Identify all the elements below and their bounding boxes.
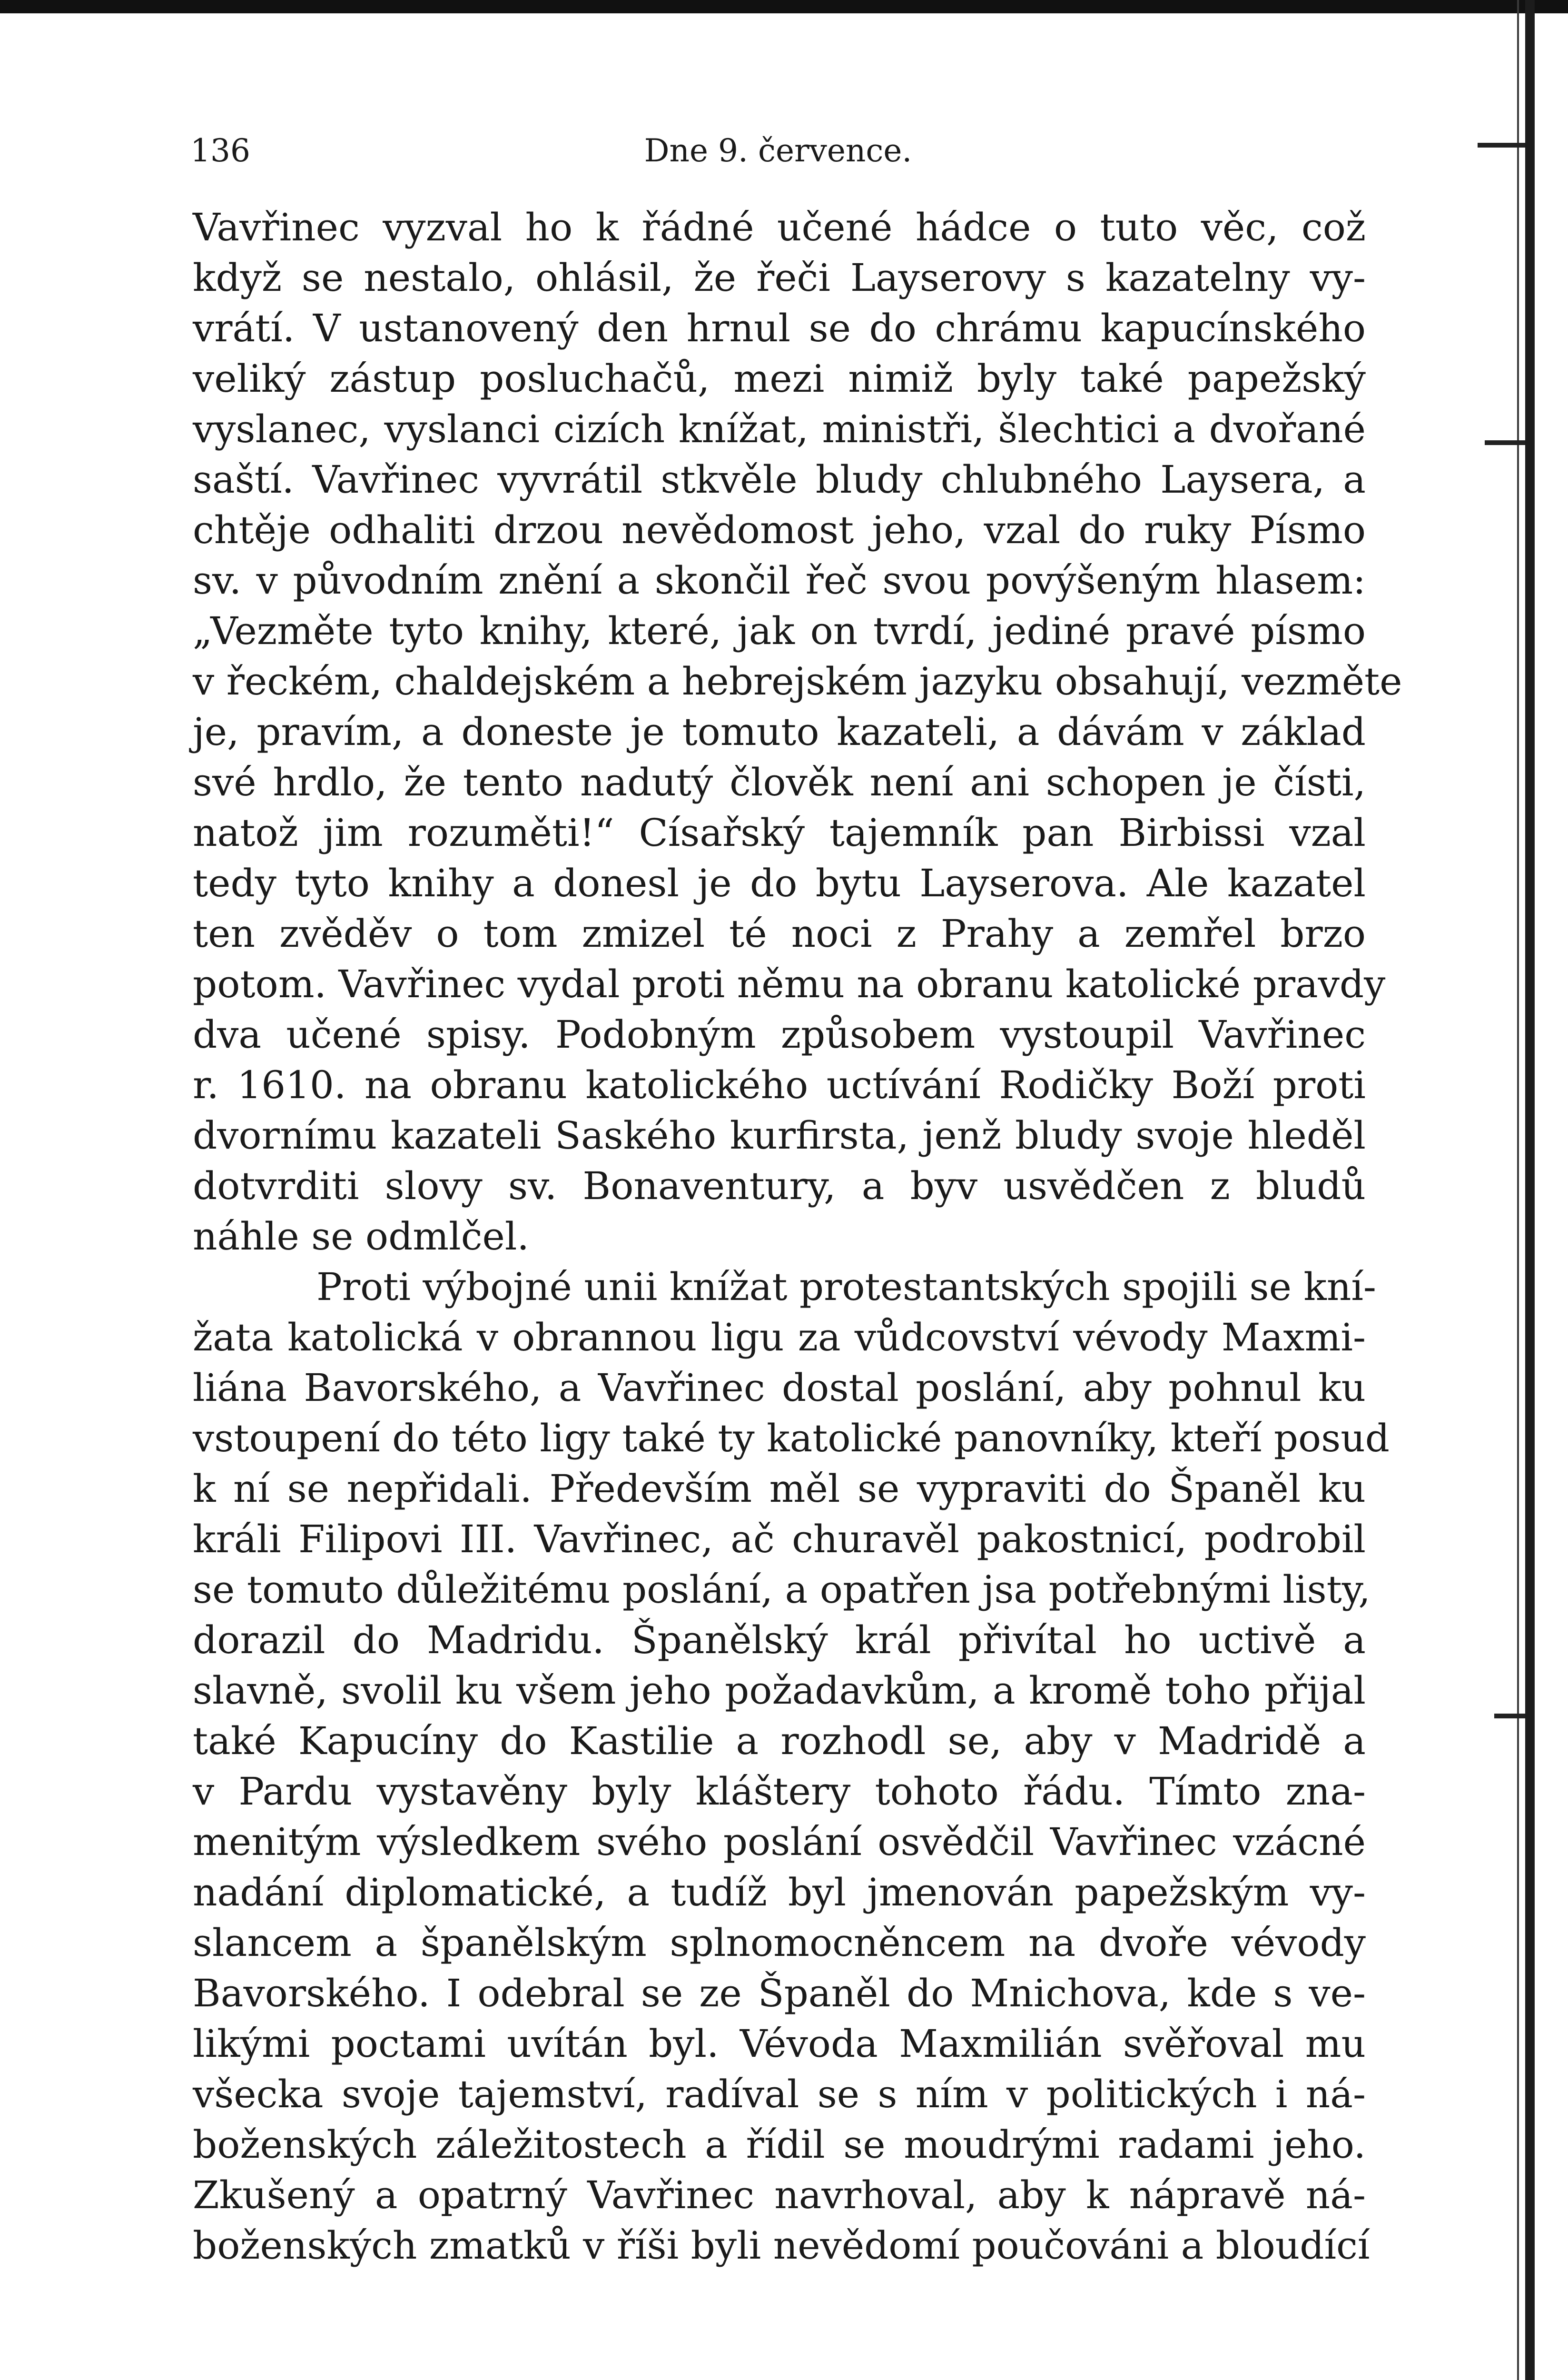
text-line: všecka svoje tajemství, radíval se s ním v politických i ná- xyxy=(193,2072,1366,2116)
text-line: k ní se nepřidali. Především měl se vypraviti do Španěl ku xyxy=(193,1467,1366,1511)
text-line: boženských zmatků v říši byli nevědomí poučováni a bloudící xyxy=(193,2223,1370,2268)
text-line: slancem a španělským splnomocněncem na dvoře vévody xyxy=(193,1921,1366,1965)
text-line: nadání diplomatické, a tudíž byl jmenován papežským vy- xyxy=(193,1870,1366,1914)
text-line: své hrdlo, že tento nadutý člověk není ani schopen je čísti, xyxy=(193,760,1366,804)
text-line: natož jim rozuměti!“ Císařský tajemník pan Birbissi vzal xyxy=(193,811,1366,855)
scan-page-edge xyxy=(1525,0,1535,2380)
text-line: dva učené spisy. Podobným způsobem vystoupil Vavřinec xyxy=(193,1012,1366,1057)
text-line: menitým výsledkem svého poslání osvědčil Vavřinec vzácné xyxy=(193,1820,1366,1864)
text-line: se tomuto důležitému poslání, a opatřen jsa potřebnými listy, xyxy=(193,1567,1371,1612)
scan-edge-mark xyxy=(1485,440,1525,445)
text-line: potom. Vavřinec vydal proti němu na obranu katolické pravdy xyxy=(193,962,1386,1006)
text-line: chtěje odhaliti drzou nevědomost jeho, vzal do ruky Písmo xyxy=(193,508,1366,552)
text-line: r. 1610. na obranu katolického uctívání Rodičky Boží proti xyxy=(193,1063,1366,1107)
text-line: Bavorského. I odebral se ze Španěl do Mnichova, kde s ve- xyxy=(193,1971,1366,2015)
text-line: v řeckém, chaldejském a hebrejském jazyku obsahují, vezměte xyxy=(193,659,1402,704)
text-line: vrátí. V ustanovený den hrnul se do chrámu kapucínského xyxy=(193,306,1366,350)
text-line: Vavřinec vyzval ho k řádné učené hádce o tuto věc, což xyxy=(193,205,1366,249)
text-line: liána Bavorského, a Vavřinec dostal poslání, aby pohnul ku xyxy=(193,1366,1366,1410)
scan-top-border xyxy=(0,0,1568,13)
body-text xyxy=(193,202,1402,2271)
paragraph-2 xyxy=(193,1262,1390,2271)
text-line: sv. v původním znění a skončil řeč svou povýšeným hlasem: xyxy=(193,558,1366,603)
text-line: ten zvěděv o tom zmizel té noci z Prahy a zemřel brzo xyxy=(193,912,1366,956)
text-line: likými poctami uvítán byl. Vévoda Maxmilián svěřoval mu xyxy=(193,2022,1366,2066)
scan-edge-mark xyxy=(1478,143,1525,148)
text-line: je, pravím, a doneste je tomuto kazateli, a dávám v základ xyxy=(193,710,1366,754)
text-line: dvornímu kazateli Saského kurfirsta, jenž bludy svoje hleděl xyxy=(193,1113,1366,1158)
text-line: králi Filipovi III. Vavřinec, ač churavěl pakostnicí, podrobil xyxy=(193,1517,1366,1561)
text-line: když se nestalo, ohlásil, že řeči Layserovy s kazatelny vy- xyxy=(193,256,1366,300)
text-line: vyslanec, vyslanci cizích knížat, ministři, šlechtici a dvořané xyxy=(193,407,1366,451)
paragraph-1 xyxy=(193,202,1402,1262)
running-title: Dne 9. července. xyxy=(644,132,912,169)
scan-edge-mark xyxy=(1494,1714,1525,1718)
text-line: „Vezměte tyto knihy, které, jak on tvrdí, jediné pravé písmo xyxy=(193,609,1366,653)
scan-page-edge-inner xyxy=(1517,0,1519,2380)
text-line: tedy tyto knihy a donesl je do bytu Layserova. Ale kazatel xyxy=(193,861,1366,905)
text-line: veliký zástup posluchačů, mezi nimiž byly také papežský xyxy=(193,357,1366,401)
text-line: saští. Vavřinec vyvrátil stkvěle bludy chlubného Laysera, a xyxy=(193,457,1366,502)
text-line: boženských záležitostech a řídil se moudrými radami jeho. xyxy=(193,2122,1366,2167)
text-line: dorazil do Madridu. Španělský král přivítal ho uctivě a xyxy=(193,1618,1366,1662)
text-line: také Kapucíny do Kastilie a rozhodl se, aby v Madridě a xyxy=(193,1719,1366,1763)
text-line: Proti výbojné unii knížat protestantských spojili se kní- xyxy=(316,1265,1376,1309)
text-line: slavně, svolil ku všem jeho požadavkům, a kromě toho přijal xyxy=(193,1668,1366,1713)
text-line: dotvrditi slovy sv. Bonaventury, a byv usvědčen z bludů xyxy=(193,1164,1366,1208)
text-line: Zkušený a opatrný Vavřinec navrhoval, aby k nápravě ná- xyxy=(193,2173,1366,2217)
page-header xyxy=(190,125,1366,177)
text-line: v Pardu vystavěny byly kláštery tohoto řádu. Tímto zna- xyxy=(193,1769,1366,1814)
text-line: náhle se odmlčel. xyxy=(193,1214,529,1259)
page-number: 136 xyxy=(190,132,250,169)
text-line: vstoupení do této ligy také ty katolické panovníky, kteří posud xyxy=(193,1416,1390,1460)
text-line: žata katolická v obrannou ligu za vůdcovství vévody Maxmi- xyxy=(193,1315,1366,1359)
